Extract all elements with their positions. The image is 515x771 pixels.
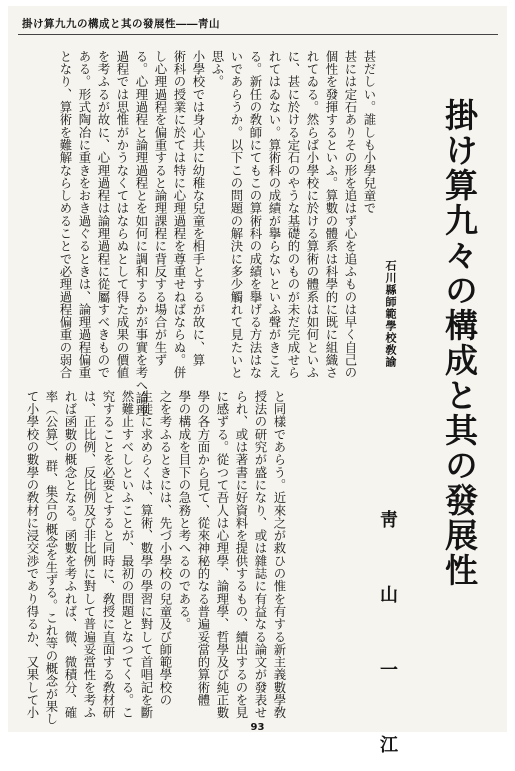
body-line: は、正比例、反比例及び非比例に對して普遍妥當性を考ふ: [82, 390, 97, 719]
author-affiliation: 石川縣師範學校敎諭: [384, 260, 397, 368]
header-rule: [18, 34, 498, 35]
body-line: 率（公算）、群、集合の概念を生ずる。これ等の概念が果し: [44, 390, 59, 726]
body-line: る。新任の敎師にてもこの算術科の成績を擧げる方法はな: [248, 50, 263, 379]
body-line: 授法の研究が盛になり、或は雜誌に有益なる論文が發表せ: [253, 390, 268, 719]
body-line: れば函數の概念となる。函數を考ふれば、微、微積分、確: [63, 390, 78, 719]
body-line: を考ふるが故に、心理過程は論理過程に從屬すべきもので: [96, 50, 111, 379]
body-line: 究することを必要とすると同時に、敎授に直面する敎材研: [101, 390, 116, 719]
article-title: 掛け算九々の構成と其の發展性: [440, 98, 479, 588]
body-line: 甚には定石ありその形を追はず心を追ふものは早く自己の: [343, 50, 358, 379]
body-line: られ、或は著書に好資料を提供するもの、續出するのを見: [234, 390, 249, 719]
running-head: 掛け算九九の構成と其の發展性――靑山: [22, 18, 220, 30]
body-line: いであらうか。以下この問題の解決に多少觸れて見たいと: [229, 50, 244, 379]
body-line: 個性を發揮するといふ。算數の體系は科學的に既に組織さ: [324, 50, 339, 379]
body-line: 學の各方面から見て、從來神秘的なる普遍妥當的算術體: [196, 390, 211, 707]
body-line: に、甚に於ける定石のやうな基礎的のものが未だ完成せら: [286, 50, 301, 379]
body-line: ある。形式陶冶に重きをおき過ぐるときは、論理過程偏重: [77, 50, 92, 379]
body-line: し心理過程を偏重すると論理課程に背反する場合が生ず: [153, 50, 168, 367]
body-line: 過程では思惟がかうなくてはならぬとして得た成果の價値: [115, 50, 130, 379]
author-name: 靑 山 一 江: [377, 510, 398, 771]
body-line: 生徒に求めらくは、算術、數學の學習に對して首唱記を斷: [139, 390, 154, 719]
body-line: 思ふ。: [210, 50, 225, 88]
body-line: 學の構成を目下の急務と考へるのである。: [177, 390, 192, 631]
body-line: 之を考ふるときには、先づ小學校の兒童及び師範學校の: [158, 390, 173, 707]
body-line: 小學校では身心共に幼稚な兒童を相手とするが故に、算: [191, 50, 206, 367]
body-line: 然難止すべしといふことが、最初の問題となつてくる。こ: [120, 390, 135, 719]
body-line: れてゐる。然らば小學校に於ける算術の體系は如何といふ: [305, 50, 320, 379]
body-line: と同樣であらう。近來之が救ひの惟を有する新主義數學敎: [272, 390, 287, 719]
body-line: 甚だしい。誰しも小學兒童で: [362, 50, 377, 215]
body-line: る。心理過程と論理過程とを如何に調和するかが事實を考へ論理: [134, 50, 149, 417]
body-line: 術科の授業に於ては特に心理過程を尊重せねばならぬ。併: [172, 50, 187, 379]
body-line: に感ずる。從つて吾人は心理學、論理學、哲學及び純正數: [215, 390, 230, 719]
body-line: て小學校の數學の敎材に浸交渉であり得るか、又果して小: [25, 390, 40, 719]
body-line: となり、算術を難解ならしめることで必理過程偏重の弱合: [58, 50, 73, 379]
body-line: れてはゐない。算術科の成績が擧らないといふ聲がきこえ: [267, 50, 282, 379]
book-page: [8, 6, 507, 771]
page-number: 93: [250, 722, 265, 733]
